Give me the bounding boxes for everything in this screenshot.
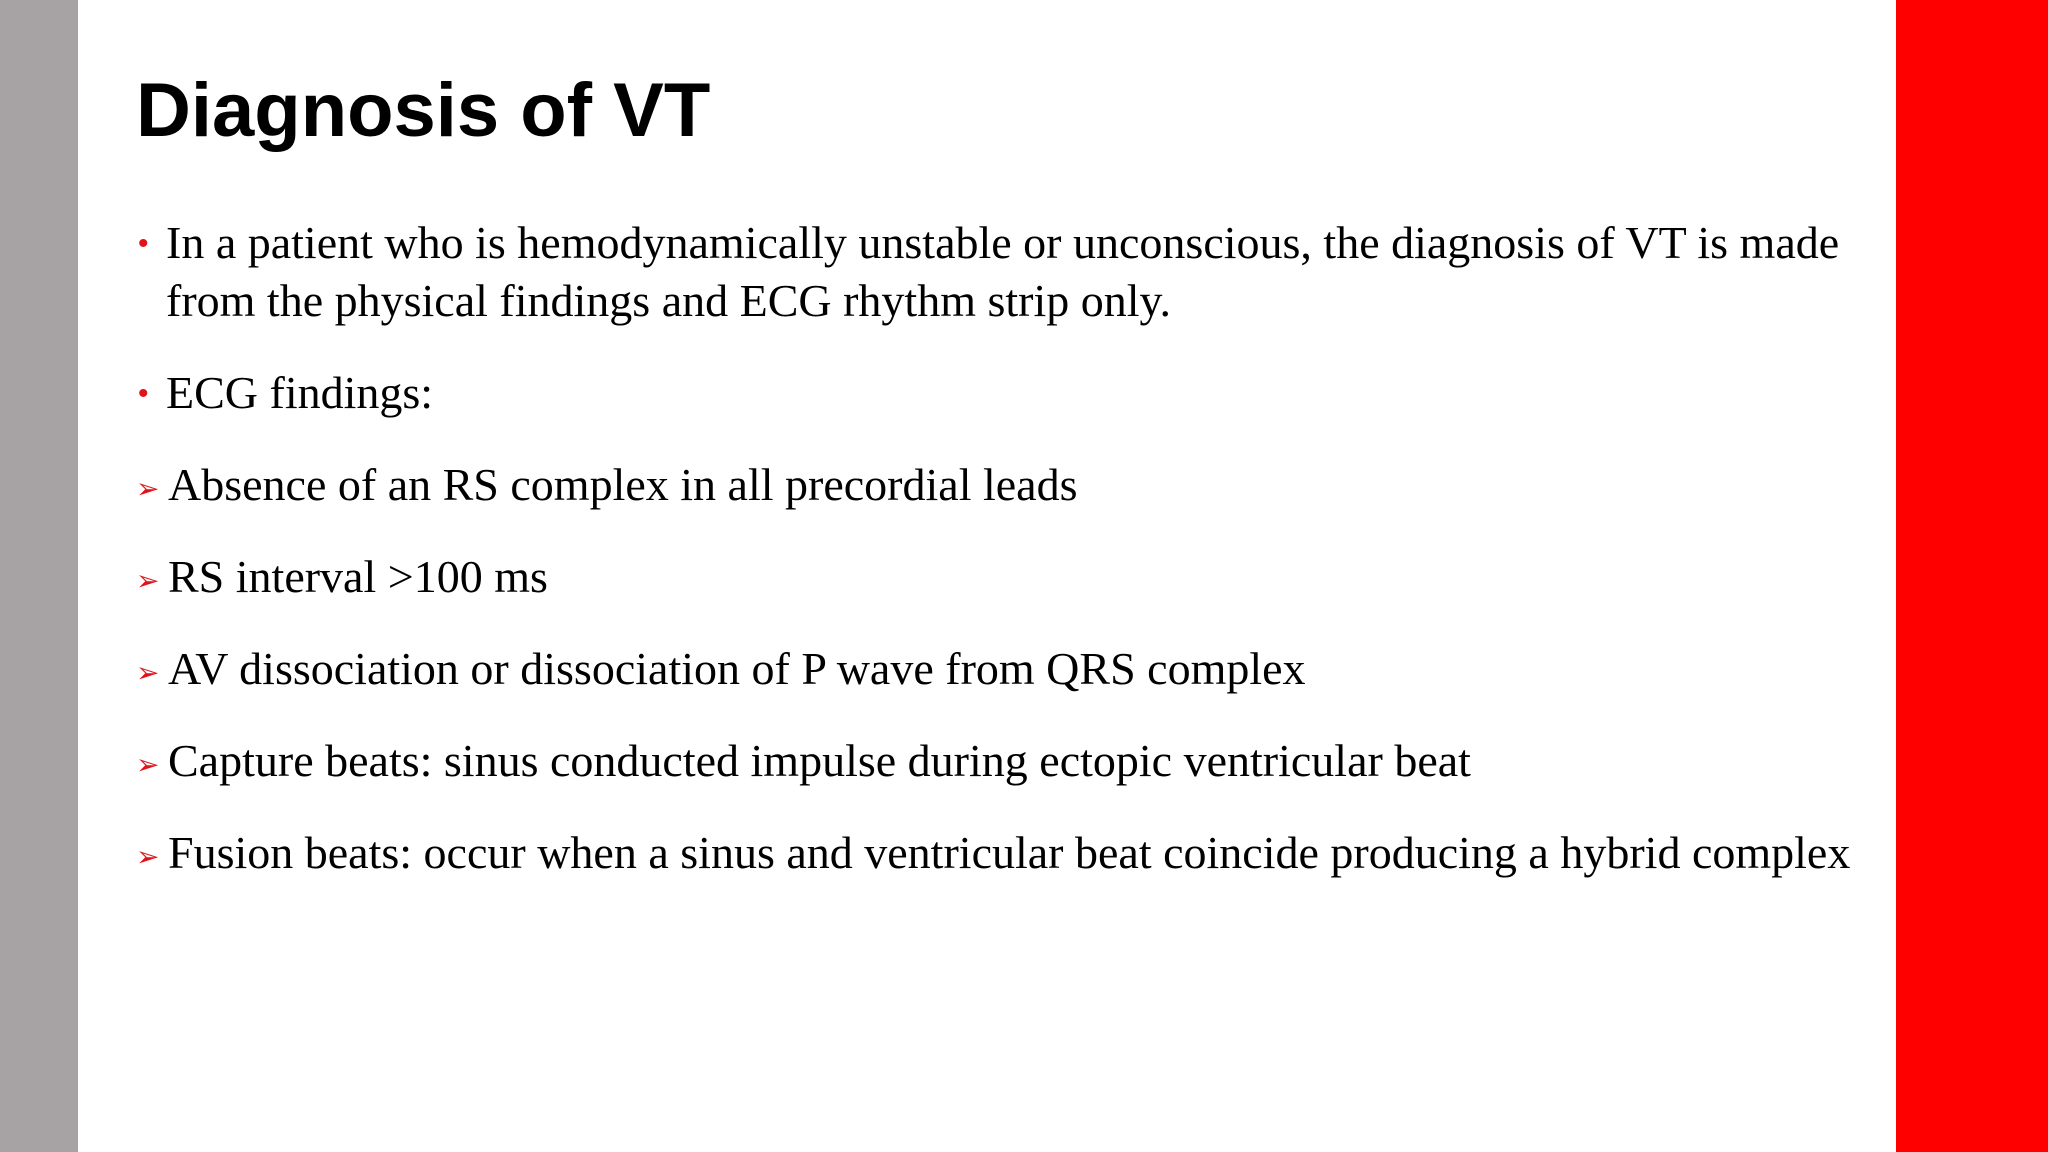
arrow-bullet-icon: ➢	[136, 472, 160, 505]
round-bullet-icon: •	[138, 377, 149, 410]
slide-title: Diagnosis of VT	[136, 68, 711, 153]
right-accent-bar	[1896, 0, 2048, 1152]
list-item-text: ECG findings:	[166, 367, 434, 418]
round-bullet-icon: •	[138, 227, 149, 260]
list-item-text: RS interval >100 ms	[168, 551, 548, 602]
list-item	[136, 214, 1876, 330]
list-item	[136, 640, 1876, 698]
arrow-bullet-icon: ➢	[136, 840, 160, 873]
list-item	[136, 456, 1876, 514]
list-item	[136, 824, 1876, 882]
list-item-text: Capture beats: sinus conducted impulse during ectopic ventricular beat	[168, 735, 1471, 786]
list-item-text: Absence of an RS complex in all precordial leads	[168, 459, 1078, 510]
left-accent-bar	[0, 0, 78, 1152]
list-item-text: In a patient who is hemodynamically unstable or unconscious, the diagnosis of VT is made from the physical findings and ECG rhythm strip only.	[166, 217, 1840, 326]
list-item-text: AV dissociation or dissociation of P wave from QRS complex	[168, 643, 1306, 694]
bullet-list	[136, 214, 1876, 916]
list-item	[136, 364, 1876, 422]
arrow-bullet-icon: ➢	[136, 748, 160, 781]
arrow-bullet-icon: ➢	[136, 656, 160, 689]
list-item	[136, 732, 1876, 790]
list-item-text: Fusion beats: occur when a sinus and ventricular beat coincide producing a hybrid complex	[168, 827, 1851, 878]
list-item	[136, 548, 1876, 606]
arrow-bullet-icon: ➢	[136, 564, 160, 597]
